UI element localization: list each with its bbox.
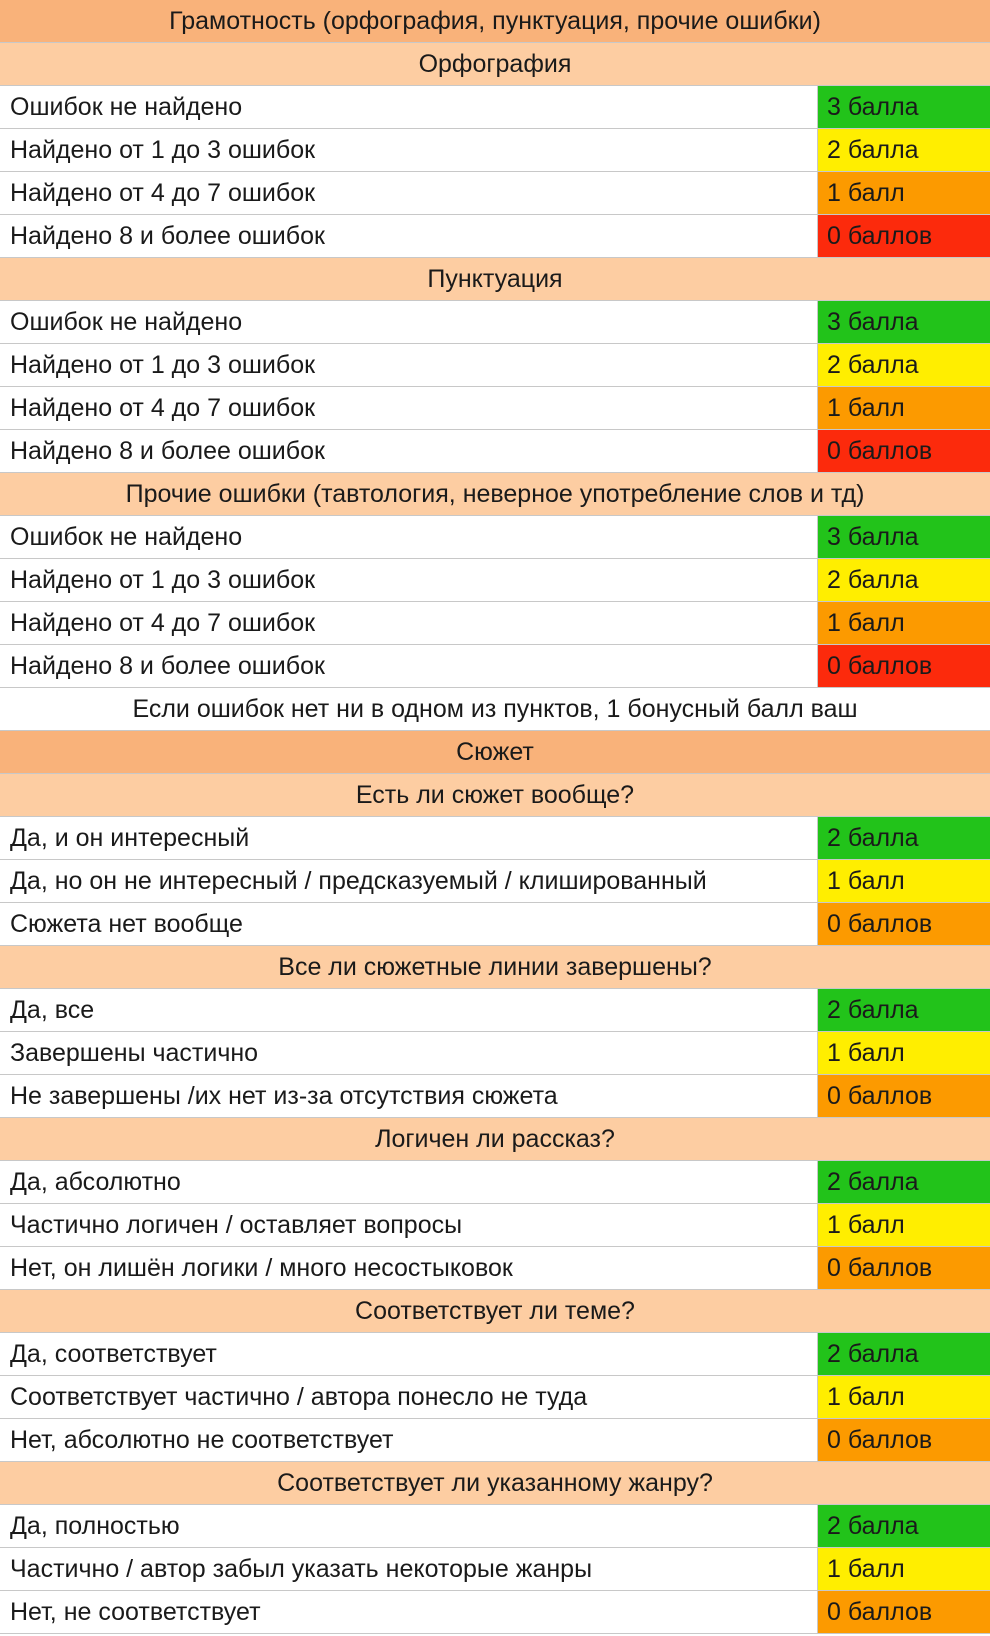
score-cell[interactable]: 2 балла	[818, 989, 990, 1031]
score-cell[interactable]: 0 баллов	[818, 1591, 990, 1633]
criteria-label[interactable]: Найдено 8 и более ошибок	[0, 215, 818, 257]
score-cell[interactable]: 3 балла	[818, 86, 990, 128]
criteria-row	[0, 516, 990, 559]
score-cell[interactable]: 1 балл	[818, 860, 990, 902]
criteria-label[interactable]: Да, и он интересный	[0, 817, 818, 859]
score-cell[interactable]: 1 балл	[818, 1376, 990, 1418]
subsection-header[interactable]: Орфография	[0, 43, 990, 86]
criteria-row	[0, 1204, 990, 1247]
section-header[interactable]: Грамотность (орфография, пунктуация, прочие ошибки)	[0, 0, 990, 43]
criteria-label[interactable]: Сюжета нет вообще	[0, 903, 818, 945]
criteria-row	[0, 645, 990, 688]
criteria-row	[0, 602, 990, 645]
criteria-label[interactable]: Найдено от 4 до 7 ошибок	[0, 172, 818, 214]
score-cell[interactable]: 1 балл	[818, 1032, 990, 1074]
subsection-header[interactable]: Все ли сюжетные линии завершены?	[0, 946, 990, 989]
criteria-row	[0, 1333, 990, 1376]
criteria-row	[0, 1548, 990, 1591]
criteria-label[interactable]: Да, соответствует	[0, 1333, 818, 1375]
score-cell[interactable]: 2 балла	[818, 817, 990, 859]
score-cell[interactable]: 1 балл	[818, 602, 990, 644]
score-cell[interactable]: 0 баллов	[818, 903, 990, 945]
score-cell[interactable]: 1 балл	[818, 1204, 990, 1246]
score-cell[interactable]: 2 балла	[818, 1505, 990, 1547]
criteria-label[interactable]: Ошибок не найдено	[0, 516, 818, 558]
score-cell[interactable]: 1 балл	[818, 387, 990, 429]
criteria-label[interactable]: Найдено от 1 до 3 ошибок	[0, 559, 818, 601]
criteria-row	[0, 1376, 990, 1419]
criteria-row	[0, 430, 990, 473]
subsection-header[interactable]: Соответствует ли теме?	[0, 1290, 990, 1333]
score-cell[interactable]: 2 балла	[818, 344, 990, 386]
criteria-row	[0, 559, 990, 602]
criteria-row	[0, 817, 990, 860]
criteria-row	[0, 860, 990, 903]
criteria-label[interactable]: Нет, абсолютно не соответствует	[0, 1419, 818, 1461]
criteria-label[interactable]: Частично логичен / оставляет вопросы	[0, 1204, 818, 1246]
criteria-row	[0, 1075, 990, 1118]
score-cell[interactable]: 0 баллов	[818, 430, 990, 472]
criteria-label[interactable]: Завершены частично	[0, 1032, 818, 1074]
criteria-label[interactable]: Да, абсолютно	[0, 1161, 818, 1203]
criteria-row	[0, 86, 990, 129]
section-header[interactable]: Сюжет	[0, 731, 990, 774]
criteria-label[interactable]: Найдено 8 и более ошибок	[0, 645, 818, 687]
criteria-label[interactable]: Найдено от 1 до 3 ошибок	[0, 129, 818, 171]
criteria-row	[0, 387, 990, 430]
criteria-label[interactable]: Ошибок не найдено	[0, 86, 818, 128]
score-cell[interactable]: 0 баллов	[818, 1247, 990, 1289]
criteria-label[interactable]: Нет, он лишён логики / много несостыковок	[0, 1247, 818, 1289]
bonus-note[interactable]: Если ошибок нет ни в одном из пунктов, 1 бонусный балл ваш	[0, 688, 990, 731]
criteria-row	[0, 215, 990, 258]
score-cell[interactable]: 2 балла	[818, 129, 990, 171]
score-cell[interactable]: 0 баллов	[818, 645, 990, 687]
criteria-row	[0, 1161, 990, 1204]
criteria-label[interactable]: Найдено 8 и более ошибок	[0, 430, 818, 472]
criteria-row	[0, 1419, 990, 1462]
criteria-row	[0, 172, 990, 215]
score-cell[interactable]: 3 балла	[818, 301, 990, 343]
score-cell[interactable]: 0 баллов	[818, 215, 990, 257]
score-cell[interactable]: 2 балла	[818, 1161, 990, 1203]
criteria-row	[0, 301, 990, 344]
criteria-label[interactable]: Не завершены /их нет из-за отсутствия сюжета	[0, 1075, 818, 1117]
criteria-label[interactable]: Найдено от 4 до 7 ошибок	[0, 602, 818, 644]
criteria-label[interactable]: Найдено от 1 до 3 ошибок	[0, 344, 818, 386]
criteria-label[interactable]: Соответствует частично / автора понесло не туда	[0, 1376, 818, 1418]
criteria-label[interactable]: Нет, не соответствует	[0, 1591, 818, 1633]
criteria-row	[0, 1247, 990, 1290]
score-cell[interactable]: 0 баллов	[818, 1075, 990, 1117]
subsection-header[interactable]: Соответствует ли указанному жанру?	[0, 1462, 990, 1505]
criteria-label[interactable]: Да, но он не интересный / предсказуемый / клишированный	[0, 860, 818, 902]
subsection-header[interactable]: Есть ли сюжет вообще?	[0, 774, 990, 817]
subsection-header[interactable]: Прочие ошибки (тавтология, неверное употребление слов и тд)	[0, 473, 990, 516]
subsection-header[interactable]: Пунктуация	[0, 258, 990, 301]
criteria-label[interactable]: Частично / автор забыл указать некоторые жанры	[0, 1548, 818, 1590]
criteria-label[interactable]: Найдено от 4 до 7 ошибок	[0, 387, 818, 429]
criteria-row	[0, 989, 990, 1032]
score-cell[interactable]: 1 балл	[818, 1548, 990, 1590]
score-cell[interactable]: 2 балла	[818, 559, 990, 601]
criteria-row	[0, 1032, 990, 1075]
criteria-label[interactable]: Да, все	[0, 989, 818, 1031]
criteria-row	[0, 903, 990, 946]
criteria-row	[0, 129, 990, 172]
criteria-label[interactable]: Да, полностью	[0, 1505, 818, 1547]
subsection-header[interactable]: Логичен ли рассказ?	[0, 1118, 990, 1161]
criteria-label[interactable]: Ошибок не найдено	[0, 301, 818, 343]
criteria-row	[0, 344, 990, 387]
score-cell[interactable]: 0 баллов	[818, 1419, 990, 1461]
score-cell[interactable]: 2 балла	[818, 1333, 990, 1375]
score-cell[interactable]: 3 балла	[818, 516, 990, 558]
criteria-row	[0, 1591, 990, 1634]
criteria-row	[0, 1505, 990, 1548]
score-cell[interactable]: 1 балл	[818, 172, 990, 214]
